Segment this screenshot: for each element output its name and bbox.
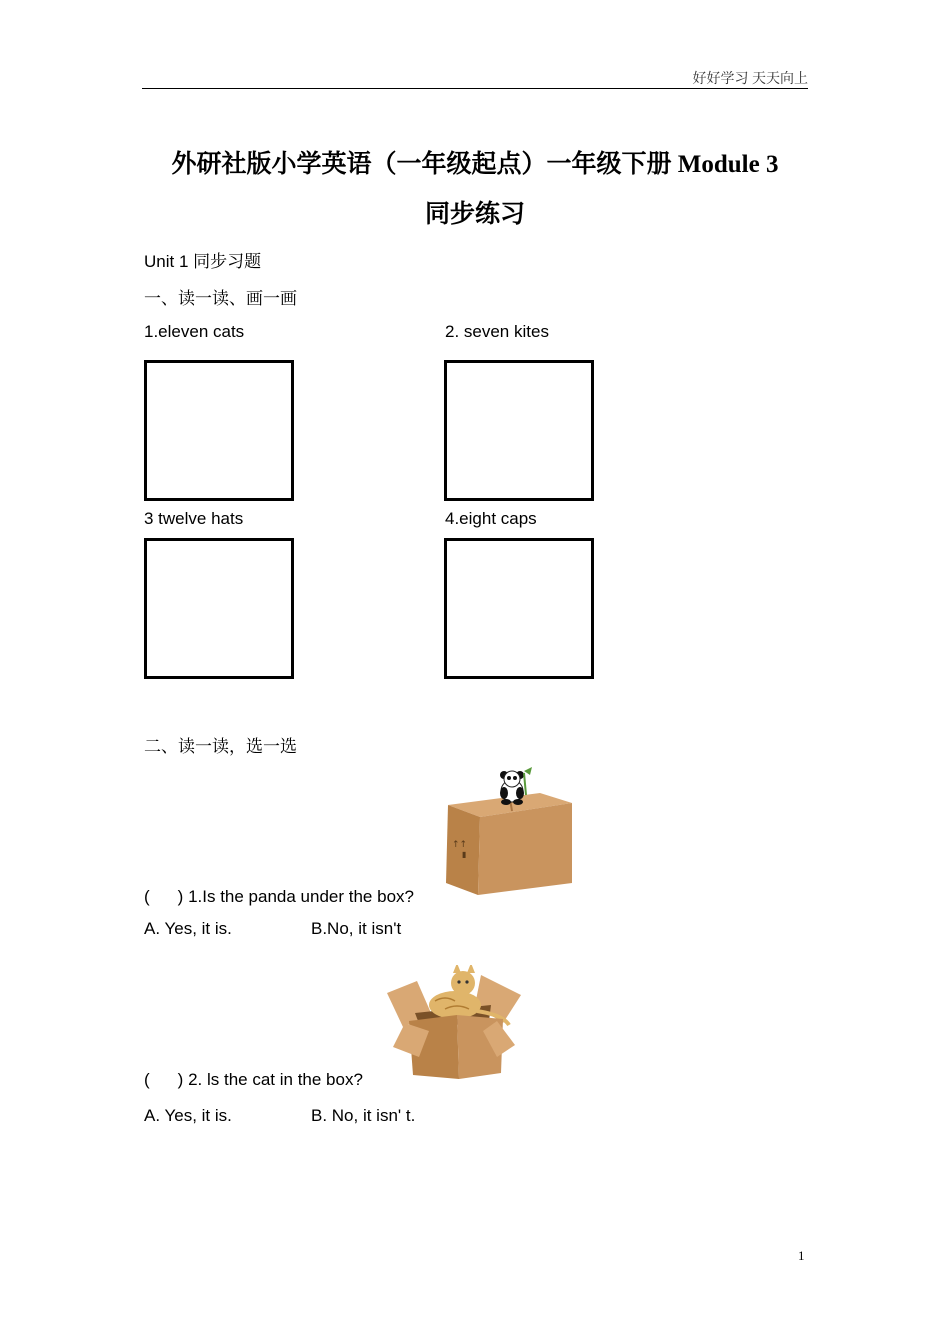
answer-paren-close: ) xyxy=(177,1070,184,1089)
header-motto: 好好学习 天天向上 xyxy=(692,72,808,87)
drawing-box-1[interactable] xyxy=(144,360,294,501)
question-text: 2. ls the cat in the box? xyxy=(188,1070,363,1089)
drawing-box-4[interactable] xyxy=(444,538,594,679)
item-label: 3 twelve hats xyxy=(144,509,244,528)
header-divider xyxy=(142,88,808,89)
svg-text:▮: ▮ xyxy=(462,850,467,859)
answer-paren-open: ( xyxy=(144,1070,150,1089)
item-label: 2. seven kites xyxy=(445,322,549,341)
panda-on-box-image xyxy=(440,765,580,900)
page-number: 1 xyxy=(798,1248,805,1263)
item-label: 4.eight caps xyxy=(445,509,537,528)
svg-text:↑↑: ↑↑ xyxy=(452,840,468,850)
answer-paren-open: ( xyxy=(144,887,150,906)
answer-paren-close: ) xyxy=(177,887,184,906)
box-icon xyxy=(446,793,572,895)
question-1 xyxy=(144,887,414,907)
section1-heading: 一、读一读、画一画 xyxy=(144,289,297,309)
cat-in-box-image xyxy=(385,965,525,1085)
box-body xyxy=(393,1015,515,1079)
option-a: A. Yes, it is. xyxy=(144,1106,232,1125)
drawing-box-3[interactable] xyxy=(144,538,294,679)
option-a: A. Yes, it is. xyxy=(144,919,232,938)
page-title: 外研社版小学英语（一年级起点）一年级下册 Module 3 xyxy=(171,151,779,178)
item-label: 1.eleven cats xyxy=(144,322,245,341)
question-text: 1.Is the panda under the box? xyxy=(188,887,414,906)
option-b: B. No, it isn' t. xyxy=(311,1106,416,1125)
question-2 xyxy=(144,1070,363,1090)
page-subtitle: 同步练习 xyxy=(424,201,525,228)
drawing-box-2[interactable] xyxy=(444,360,594,501)
unit-heading: Unit 1 同步习题 xyxy=(144,252,262,271)
section2-heading: 二、读一读，选一选 xyxy=(144,737,297,757)
option-b: B.No, it isn't xyxy=(311,919,402,938)
